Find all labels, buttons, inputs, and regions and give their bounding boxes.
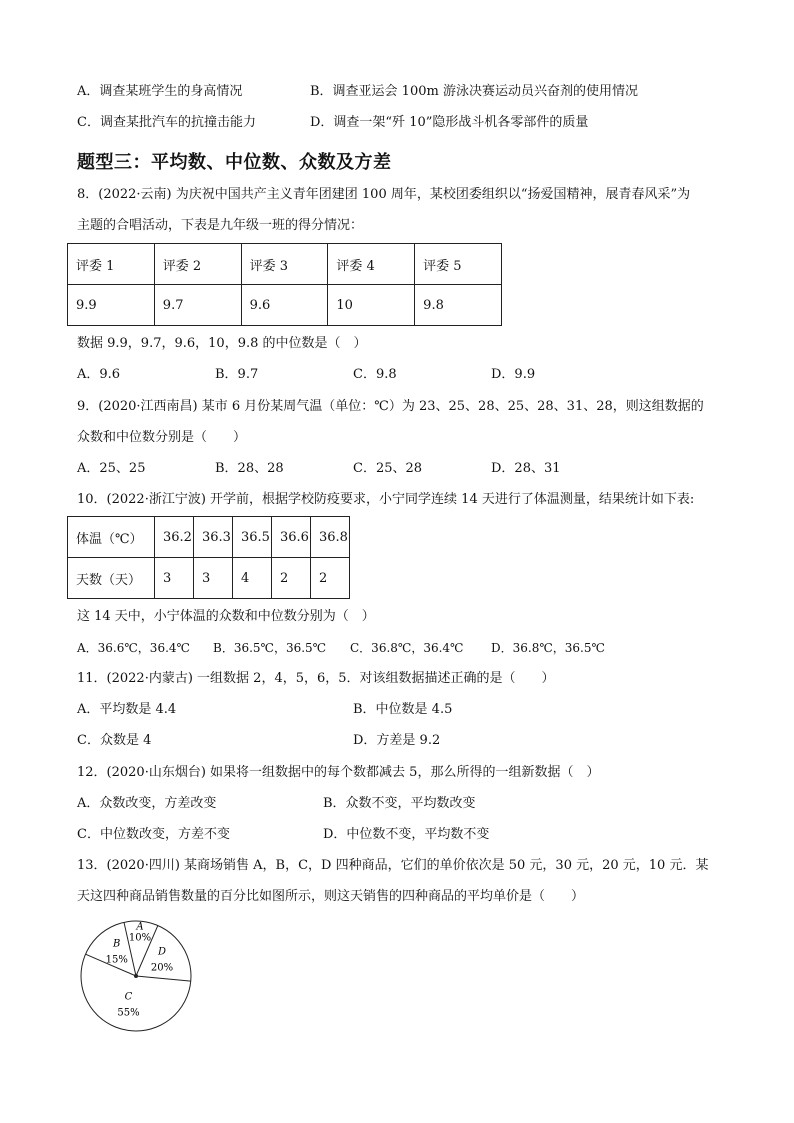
- q8-score-table: [67, 243, 502, 326]
- pie-slice-percent: 10%: [128, 932, 152, 944]
- q8-question: 数据 9.9，9.7，9.6，10，9.8 的中位数是（ ）: [77, 336, 367, 351]
- q9-option-c: C．25、28: [353, 461, 423, 476]
- q10-cell: 36.3: [194, 517, 233, 558]
- q13-stem-line1: 13．(2020·四川) 某商场销售 A，B，C，D 四种商品，它们的单价依次是 50 元，30 元，20 元，10 元．某: [77, 858, 709, 873]
- q10-cell: 36.5: [233, 517, 272, 558]
- q10-cell: 2: [311, 558, 350, 599]
- q7-option-a: A．调查某班学生的身高情况: [77, 84, 243, 99]
- q10-option-b: B．36.5℃，36.5℃: [213, 641, 327, 655]
- q8-header-cell: 评委 5: [415, 244, 502, 285]
- q12-option-a: A．众数改变，方差改变: [77, 796, 217, 811]
- q8-table-header-row: [68, 244, 502, 285]
- q8-option-a: A．9.6: [77, 367, 121, 382]
- q10-cell: 36.6: [272, 517, 311, 558]
- q9-stem-line1: 9．(2020·江西南昌) 某市 6 月份某周气温（单位：℃）为 23、25、28、25、28、31、28，则这组数据的: [77, 399, 704, 414]
- q10-option-d: D．36.8℃，36.5℃: [491, 641, 605, 655]
- q11-option-a: A．平均数是 4.4: [77, 702, 177, 717]
- q10-cell: 4: [233, 558, 272, 599]
- q10-option-a: A．36.6℃，36.4℃: [77, 641, 190, 655]
- q8-stem-line2: 主题的合唱活动，下表是九年级一班的得分情况：: [77, 218, 364, 233]
- q8-table-value-row: [68, 285, 502, 326]
- pie-slice-label: B: [113, 938, 121, 950]
- q8-option-c: C．9.8: [353, 367, 397, 382]
- pie-slice-label: A: [136, 921, 144, 933]
- pie-slice-percent: 55%: [117, 1007, 140, 1019]
- q12-option-b: B．众数不变，平均数改变: [323, 796, 476, 811]
- q9-option-a: A．25、25: [77, 461, 146, 476]
- q10-cell: 2: [272, 558, 311, 599]
- q10-row-label: 体温（℃）: [68, 517, 155, 558]
- q10-cell: 36.8: [311, 517, 350, 558]
- q8-value-cell: 9.6: [241, 285, 328, 326]
- q10-row-label: 天数（天）: [68, 558, 155, 599]
- q11-stem: 11．(2022·内蒙古) 一组数据 2，4，5，6，5．对该组数据描述正确的是（ ）: [77, 671, 555, 686]
- q13-stem-line2: 天这四种商品销售数量的百分比如图所示，则这天销售的四种商品的平均单价是（ ）: [77, 889, 585, 904]
- q11-option-c: C．众数是 4: [77, 733, 152, 748]
- pie-slice-label: D: [158, 946, 167, 958]
- q9-option-b: B．28、28: [215, 461, 284, 476]
- q12-option-c: C．中位数改变，方差不变: [77, 827, 230, 842]
- q8-header-cell: 评委 2: [154, 244, 241, 285]
- q11-option-b: B．中位数是 4.5: [353, 702, 453, 717]
- q7-option-d: D．调查一架“歼 10”隐形战斗机各零部件的质量: [310, 115, 589, 130]
- q10-cell: 3: [155, 558, 194, 599]
- q8-value-cell: 9.9: [68, 285, 155, 326]
- q9-option-d: D．28、31: [491, 461, 561, 476]
- q9-stem-line2: 众数和中位数分别是（ ）: [77, 430, 247, 445]
- q8-header-cell: 评委 4: [328, 244, 415, 285]
- q8-value-cell: 9.8: [415, 285, 502, 326]
- pie-slice-percent: 20%: [150, 962, 174, 974]
- section-title: 题型三：平均数、中位数、众数及方差: [77, 152, 392, 173]
- q10-days-row: [68, 558, 350, 599]
- pie-center-dot: [134, 974, 138, 978]
- q10-temperature-row: [68, 517, 350, 558]
- pie-slice-label: C: [124, 991, 133, 1003]
- q10-question: 这 14 天中，小宁体温的众数和中位数分别为（ ）: [77, 609, 375, 624]
- q8-stem-line1: 8．(2022·云南) 为庆祝中国共产主义青年团建团 100 周年，某校团委组织以“扬爱国精神，展青春风采”为: [77, 187, 691, 202]
- sales-pie-chart: [78, 918, 194, 1034]
- q8-option-b: B．9.7: [215, 367, 259, 382]
- q8-header-cell: 评委 1: [68, 244, 155, 285]
- q8-header-cell: 评委 3: [241, 244, 328, 285]
- q10-temperature-table: [67, 516, 350, 599]
- q11-option-d: D．方差是 9.2: [353, 733, 441, 748]
- q8-value-cell: 9.7: [154, 285, 241, 326]
- q8-option-d: D．9.9: [491, 367, 536, 382]
- q10-option-c: C．36.8℃，36.4℃: [350, 641, 464, 655]
- q10-cell: 36.2: [155, 517, 194, 558]
- q12-stem: 12．(2020·山东烟台) 如果将一组数据中的每个数都减去 5，那么所得的一组新数据（ ）: [77, 765, 600, 780]
- pie-slice-percent: 15%: [105, 954, 128, 966]
- q7-option-b: B．调查亚运会 100m 游泳决赛运动员兴奋剂的使用情况: [310, 84, 638, 99]
- q12-option-d: D．中位数不变，平均数不变: [323, 827, 490, 842]
- q8-value-cell: 10: [328, 285, 415, 326]
- q7-option-c: C．调查某批汽车的抗撞击能力: [77, 115, 256, 130]
- q10-cell: 3: [194, 558, 233, 599]
- q10-stem: 10．(2022·浙江宁波) 开学前，根据学校防疫要求，小宁同学连续 14 天进行了体温测量，结果统计如下表:: [77, 492, 695, 507]
